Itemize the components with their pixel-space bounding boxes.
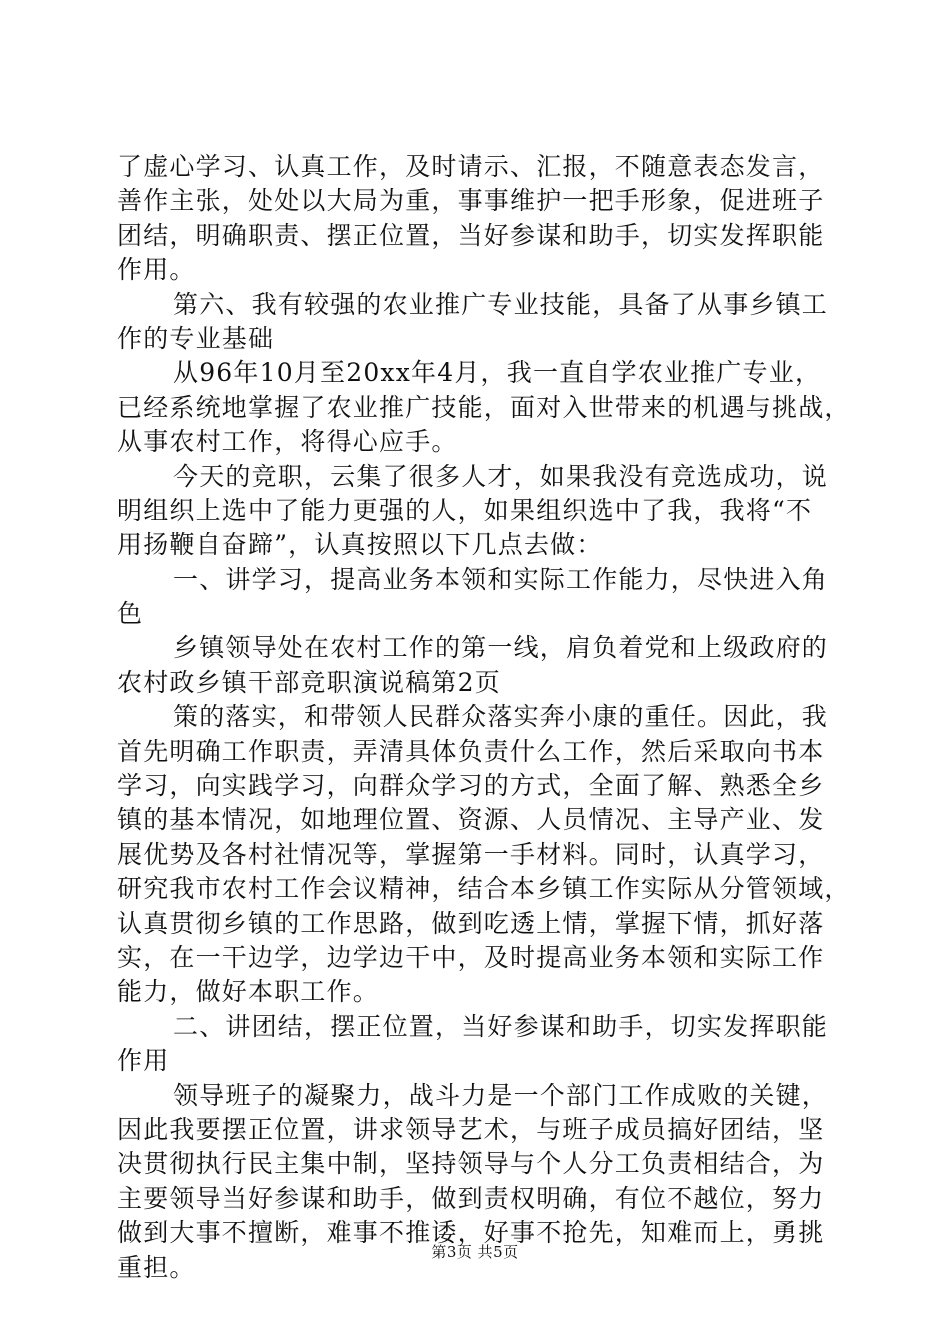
text-line: 决贯彻执行民主集中制，坚持领导与个人分工负责相结合，为 — [117, 1149, 825, 1179]
text-line: 作用。 — [117, 255, 196, 285]
text-line: 用扬鞭自奋蹄”，认真按照以下几点去做： — [117, 530, 603, 560]
text-line: 作用 — [117, 1046, 170, 1076]
text-line: 第六、我有较强的农业推广专业技能，具备了从事乡镇工 — [173, 289, 829, 319]
text-line: 实，在一干边学，边学边干中，及时提高业务本领和实际工作 — [117, 942, 825, 972]
text-line: 从事农村工作，将得心应手。 — [117, 427, 458, 457]
text-line: 二、讲团结，摆正位置，当好参谋和助手，切实发挥职能 — [173, 1011, 829, 1041]
text-line: 做到大事不擅断，难事不推诿，好事不抢先，知难而上，勇挑 — [117, 1218, 825, 1248]
text-line: 研究我市农村工作会议精神，结合本乡镇工作实际从分管领域， — [117, 874, 851, 904]
text-line: 作的专业基础 — [117, 323, 275, 353]
text-line: 善作主张，处处以大局为重，事事维护一把手形象，促进班子 — [117, 186, 825, 216]
text-line: 镇的基本情况，如地理位置、资源、人员情况、主导产业、发 — [117, 805, 825, 835]
text-line: 团结，明确职责、摆正位置，当好参谋和助手，切实发挥职能 — [117, 220, 825, 250]
text-line: 一、讲学习，提高业务本领和实际工作能力，尽快进入角 — [173, 564, 829, 594]
text-line: 今天的竞职，云集了很多人才，如果我没有竞选成功，说 — [173, 461, 829, 491]
text-line: 策的落实，和带领人民群众落实奔小康的重任。因此，我 — [173, 702, 829, 732]
text-line: 展优势及各村社情况等，掌握第一手材料。同时，认真学习， — [117, 839, 825, 869]
text-line: 色 — [117, 599, 144, 629]
text-line: 了虚心学习、认真工作，及时请示、汇报，不随意表态发言， — [117, 152, 825, 181]
body-text — [117, 150, 851, 1285]
text-line: 明组织上选中了能力更强的人，如果组织选中了我，我将“不 — [117, 495, 813, 525]
text-line: 领导班子的凝聚力，战斗力是一个部门工作成败的关键， — [173, 1080, 829, 1110]
text-line: 已经系统地掌握了农业推广技能，面对入世带来的机遇与挑战， — [117, 392, 851, 422]
text-line: 主要领导当好参谋和助手，做到责权明确，有位不越位，努力 — [117, 1183, 825, 1213]
text-line: 学习，向实践学习，向群众学习的方式，全面了解、熟悉全乡 — [117, 771, 825, 801]
text-line: 重担。 — [117, 1252, 196, 1282]
text-line: 农村政乡镇干部竞职演说稿第2页 — [117, 667, 501, 697]
page-footer: 第3页 共5页 — [431, 1243, 519, 1261]
text-line: 乡镇领导处在农村工作的第一线，肩负着党和上级政府的 — [173, 633, 829, 663]
text-line: 因此我要摆正位置，讲求领导艺术，与班子成员搞好团结，坚 — [117, 1114, 825, 1144]
text-line: 能力，做好本职工作。 — [117, 977, 380, 1007]
text-line: 从96年10月至20xx年4月，我一直自学农业推广专业， — [173, 358, 822, 388]
text-line: 首先明确工作职责，弄清具体负责什么工作，然后采取向书本 — [117, 736, 825, 766]
text-line: 认真贯彻乡镇的工作思路，做到吃透上情，掌握下情，抓好落 — [117, 908, 825, 938]
